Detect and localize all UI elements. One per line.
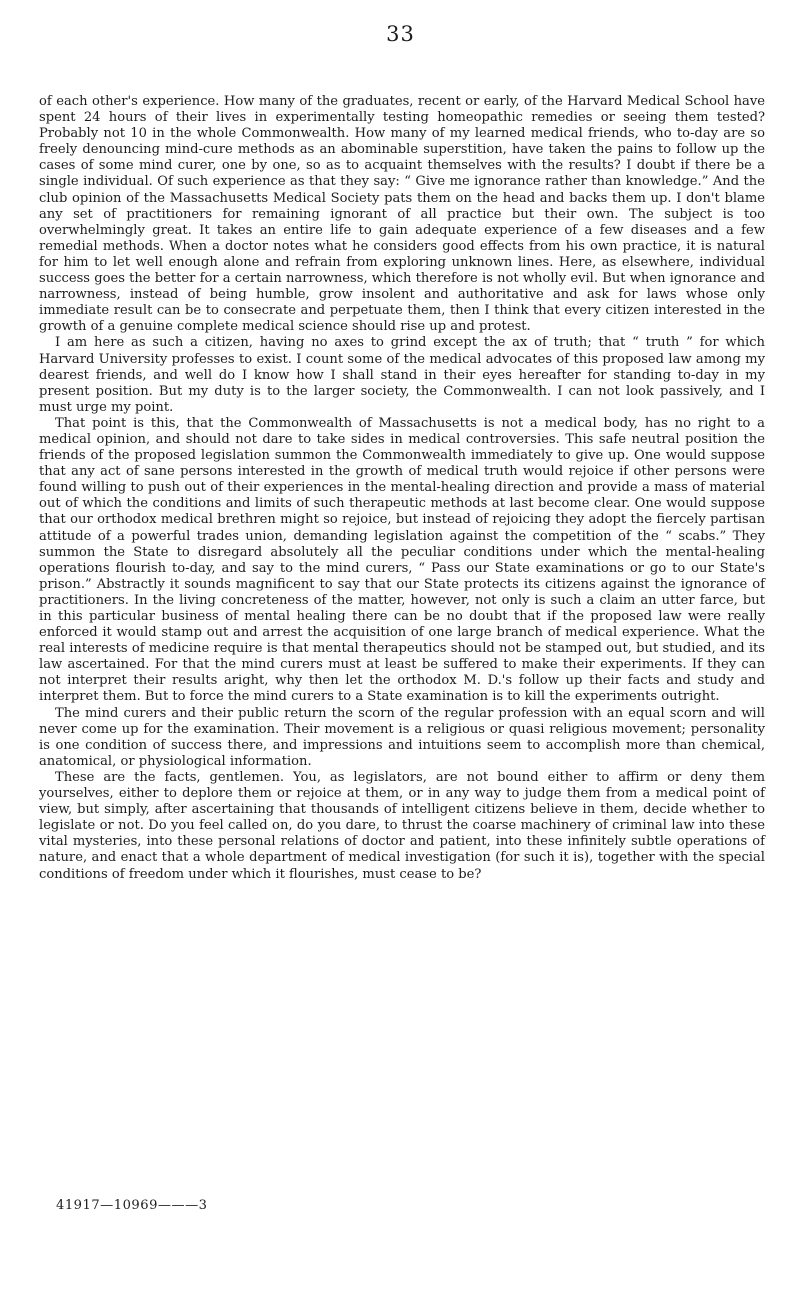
printer-code: 41917—10969———3	[56, 1198, 208, 1213]
body-text	[39, 94, 765, 883]
paragraph: That point is this, that the Commonwealth of Massachusetts is not a medical body, has no right to a medical opinion, and should not dare to take sides in medical controversies. This safe neutral position the friends of the proposed legislation summon the Commonwealth immediately to give up. One would suppose that any act of sane persons interested in the growth of medical truth would rejoice if other persons were found willing to push out of their experiences in the mental-healing direction and provide a mass of material out of which the conditions and limits of such therapeutic methods at last become clear. One would suppose that our orthodox medical brethren might so rejoice, but instead of rejoicing they adopt the fiercely partisan attitude of a powerful trades union, demanding legislation against the competition of the “ scabs.” They summon the State to disregard absolutely all the peculiar conditions under which the mental-healing operations flourish to-day, and say to the mind curers, “ Pass our State examinations or go to our State's prison.” Abstractly it sounds magnificent to say that our State protects its citizens against the ignorance of practitioners. In the living concreteness of the matter, however, not only is such a claim an utter farce, but in this particular business of mental healing there can be no doubt that if the proposed law were really enforced it would stamp out and arrest the acquisition of one large branch of medical experience. What the real interests of medicine require is that mental therapeutics should not be stamped out, but studied, and its law ascertained. For that the mind curers must at least be suffered to make their experiments. If they can not interpret their results aright, why then let the orthodox M. D.'s follow up their facts and study and interpret them. But to force the mind curers to a State examination is to kill the experiments outright.	[39, 415, 765, 705]
page-number: 33	[386, 22, 415, 46]
paragraph: These are the facts, gentlemen. You, as legislators, are not bound either to affirm or deny them yourselves, either to deplore them or rejoice at them, or in any way to judge them from a medical point of view, but simply, after ascertaining that thousands of intelligent citizens believe in them, decide whether to legislate or not. Do you feel called on, do you dare, to thrust the coarse machinery of criminal law into these vital mysteries, into these personal relations of doctor and patient, into these infinitely subtle operations of nature, and enact that a whole department of medical investigation (for such it is), together with the special conditions of freedom under which it flourishes, must cease to be?	[39, 769, 765, 882]
paragraph: The mind curers and their public return the scorn of the regular profession with an equal scorn and will never come up for the examination. Their movement is a religious or quasi religious movement; personality is one condition of success there, and impressions and intuitions seem to accomplish more than chemical, anatomical, or physiological information.	[39, 705, 765, 769]
paragraph: of each other's experience. How many of the graduates, recent or early, of the Harvard Medical School have spent 24 hours of their lives in experimentally testing homeopathic remedies or seeing them tested? Probably not 10 in the whole Commonwealth. How many of my learned medical friends, who to-day are so freely denouncing mind-cure methods as an abominable superstition, have taken the pains to follow up the cases of some mind curer, one by one, so as to acquaint themselves with the results? I doubt if there be a single individual. Of such experience as that they say: “ Give me ignorance rather than knowledge.” And the club opinion of the Massachusetts Medical Society pats them on the head and backs them up. I don't blame any set of practitioners for remaining ignorant of all practice but their own. The subject is too overwhelmingly great. It takes an entire life to gain adequate experience of a few diseases and a few remedial methods. When a doctor notes what he considers good effects from his own practice, it is natural for him to let well enough alone and refrain from exploring unknown lines. Here, as elsewhere, individual success goes the better for a certain narrowness, which therefore is not wholly evil. But when ignorance and narrowness, instead of being humble, grow insolent and authoritative and ask for laws whose only immediate result can be to consecrate and perpetuate them, then I think that every citizen interested in the growth of a genuine complete medical science should rise up and protest.	[39, 94, 765, 335]
paragraph: I am here as such a citizen, having no axes to grind except the ax of truth; that “ truth ” for which Harvard University professes to exist. I count some of the medical advocates of this proposed law among my dearest friends, and well do I know how I shall stand in their eyes hereafter for standing to-day in my present position. But my duty is to the larger society, the Commonwealth. I can not look passively, and I must urge my point.	[39, 335, 765, 415]
